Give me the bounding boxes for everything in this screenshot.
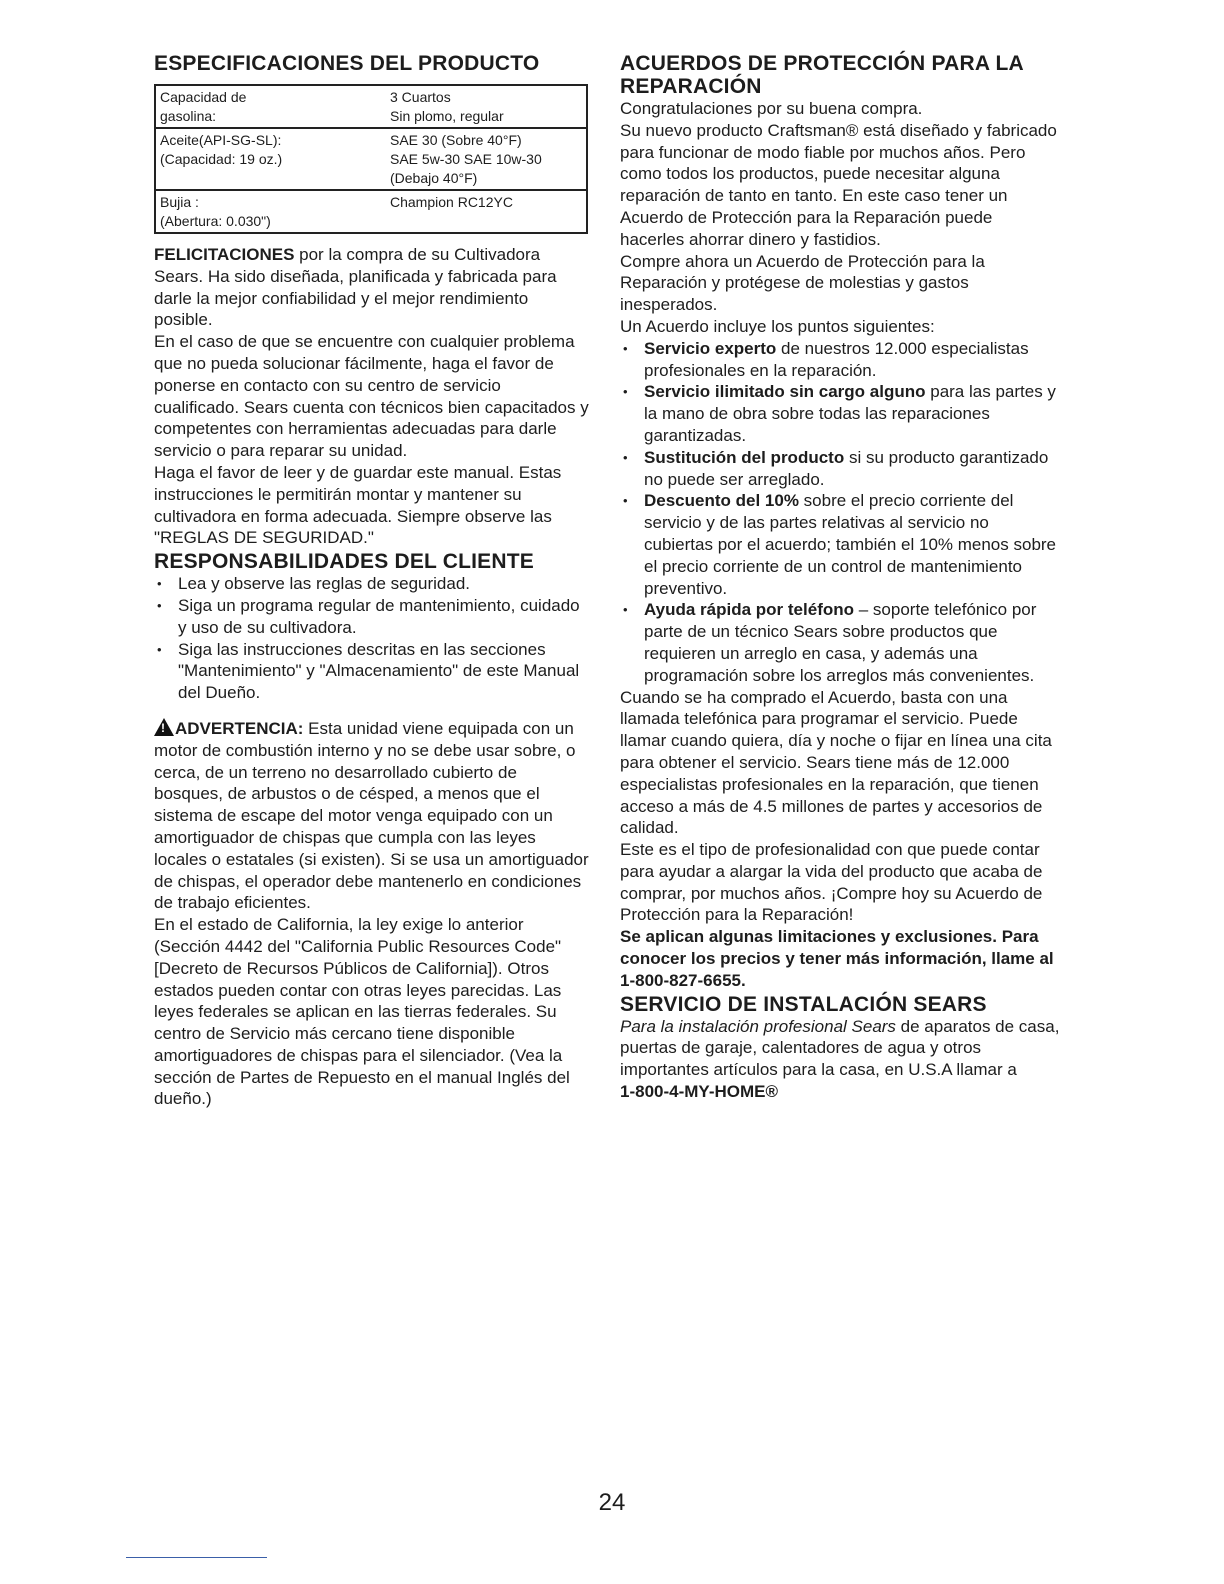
spec-value: SAE 30 (Sobre 40°F) SAE 5w-30 SAE 10w-30 (Debajo 40°F) <box>386 128 587 190</box>
right-column <box>620 52 1060 1103</box>
installation-phone: 1-800-4-MY-HOME® <box>620 1082 779 1102</box>
spec-key: Aceite(API-SG-SL): (Capacidad: 19 oz.) <box>155 128 386 190</box>
purchased-paragraph: Cuando se ha comprado el Acuerdo, basta con una llamada telefónica para programar el servicio. Puede llamar cuando quiera, día y noche o fijar en línea una cita para obtener el servicio. Sears tiene más de 12.000 especialistas profesionales en la reparación, que tienen acceso a más de 4.5 millones de partes y accesorios de calidad. <box>620 687 1052 838</box>
page-number: 24 <box>598 1489 626 1516</box>
spec-table <box>154 84 588 234</box>
intro-paragraph-1: Congratulaciones por su buena compra. <box>620 99 923 118</box>
spec-value: Champion RC12YC <box>386 190 587 233</box>
spec-key: Bujia : (Abertura: 0.030") <box>155 190 386 233</box>
intro-paragraph-2: Su nuevo producto Craftsman® está diseñado y fabricado para funcionar de modo fiable por muchos años. Pero como todos los productos, puede necesitar alguna reparación de tanto en tanto. En este caso tener un Acuerdo de Protección para la Reparación puede hacerles ahorrar dinero y fastidios. <box>620 120 1057 249</box>
congrats-paragraph: FELICITACIONES por la compra de su Cultivadora Sears. Ha sido diseñada, planificada y fabricada para darle la mejor confiabilidad y el mejor rendimiento posible. <box>154 245 557 330</box>
footer-rule <box>126 1557 267 1558</box>
professional-paragraph: Este es el tipo de profesionalidad con que puede contar para ayudar a alargar la vida del producto que acaba de comprar, por muchos años. ¡Compre hoy su Acuerdo de Protección para la Reparación! <box>620 840 1043 925</box>
limitations-paragraph: Se aplican algunas limitaciones y exclusiones. Para conocer los precios y tener más información, llame al 1-800-827-6655. <box>620 927 1054 990</box>
spec-heading: ESPECIFICACIONES DEL PRODUCTO <box>154 52 540 75</box>
california-paragraph: En el estado de California, la ley exige lo anterior (Sección 4442 del "California Public Resources Code" [Decreto de Recursos Públicos de California]). Otros estados pueden contar con otras leyes parecidas. Las leyes federales se aplican en las tierras federales. Su centro de Servicio más cercano tiene disponible amortiguadores de chispas para el silenciador. (Vea la sección de Partes de Repuesto en el manual Inglés del dueño.) <box>154 915 570 1109</box>
spec-value: 3 Cuartos Sin plomo, regular <box>390 89 504 124</box>
list-item: • Ayuda rápida por teléfono – soporte telefónico por parte de un técnico Sears sobre productos que requieren un arreglo en casa, y además una programación sobre los arreglos más convenientes. <box>620 599 1060 686</box>
list-item: • Sustitución del producto si su producto garantizado no puede ser arreglado. <box>620 447 1060 491</box>
list-item: • Servicio experto de nuestros 12.000 especialistas profesionales en la reparación. <box>620 338 1060 382</box>
list-item: • Siga un programa regular de mantenimiento, cuidado y uso de su cultivadora. <box>154 595 590 639</box>
responsibilities-list <box>154 573 590 704</box>
manual-paragraph: Haga el favor de leer y de guardar este manual. Estas instrucciones le permitirán montar y mantener su cultivadora en forma adecuada. Siempre observe las "REGLAS DE SEGURIDAD." <box>154 462 562 548</box>
spec-key: Capacidad de gasolina: <box>160 89 247 124</box>
spec-row-oil <box>155 128 587 190</box>
responsibilities-heading: RESPONSABILIDADES DEL CLIENTE <box>154 550 534 574</box>
installation-service-heading: SERVICIO DE INSTALACIÓN SEARS <box>620 992 987 1016</box>
agreement-benefits-list <box>620 338 1060 687</box>
intro-paragraph-3: Compre ahora un Acuerdo de Protección para la Reparación y protégese de molestias y gastos inesperados. <box>620 251 985 315</box>
list-item: • Servicio ilimitado sin cargo alguno para las partes y la mano de obra sobre todas las reparaciones garantizadas. <box>620 381 1060 446</box>
list-item: • Siga las instrucciones descritas en las secciones "Mantenimiento" y "Almacenamiento" de este Manual del Dueño. <box>154 639 590 704</box>
left-column <box>154 52 590 1110</box>
spec-row-spark-plug <box>155 190 587 233</box>
spec-row-fuel <box>155 85 587 128</box>
warning-paragraph: !ADVERTENCIA: Esta unidad viene equipada con un motor de combustión interno y no se debe usar sobre, o cerca, de un terreno no desarrollado cubierto de bosques, de arbustos o de césped, a menos que el sistema de escape del motor venga equipado con un amortiguador de chispas que cumpla con las leyes locales o estatales (si existen). Si se usa un amortiguador de chispas, el operador debe mantenerlo en condiciones de trabajo eficientes. <box>154 718 590 914</box>
list-item: • Descuento del 10% sobre el precio corriente del servicio y de las partes relativas al servicio no cubiertas por el acuerdo; también el 10% menos sobre el precio corriente de un control de mantenimiento preventivo. <box>620 490 1060 599</box>
installation-paragraph: Para la instalación profesional Sears de aparatos de casa, puertas de garaje, calentadores de agua y otros importantes artículos para la casa, en U.S.A llamar a 1-800-4-MY-HOME® <box>620 1016 1060 1102</box>
warning-triangle-icon <box>154 718 174 736</box>
list-item: • Lea y observe las reglas de seguridad. <box>154 573 590 595</box>
intro-paragraph-4: Un Acuerdo incluye los puntos siguientes: <box>620 316 935 336</box>
problem-paragraph: En el caso de que se encuentre con cualquier problema que no pueda solucionar fácilmente, haga el favor de ponerse en contacto con su centro de servicio cualificado. Sears cuenta con técnicos bien capacitados y competentes con herramientas adecuadas para darle servicio o para reparar su unidad. <box>154 332 589 461</box>
protection-agreements-heading: ACUERDOS DE PROTECCIÓN PARA LA REPARACIÓN <box>620 52 1024 98</box>
